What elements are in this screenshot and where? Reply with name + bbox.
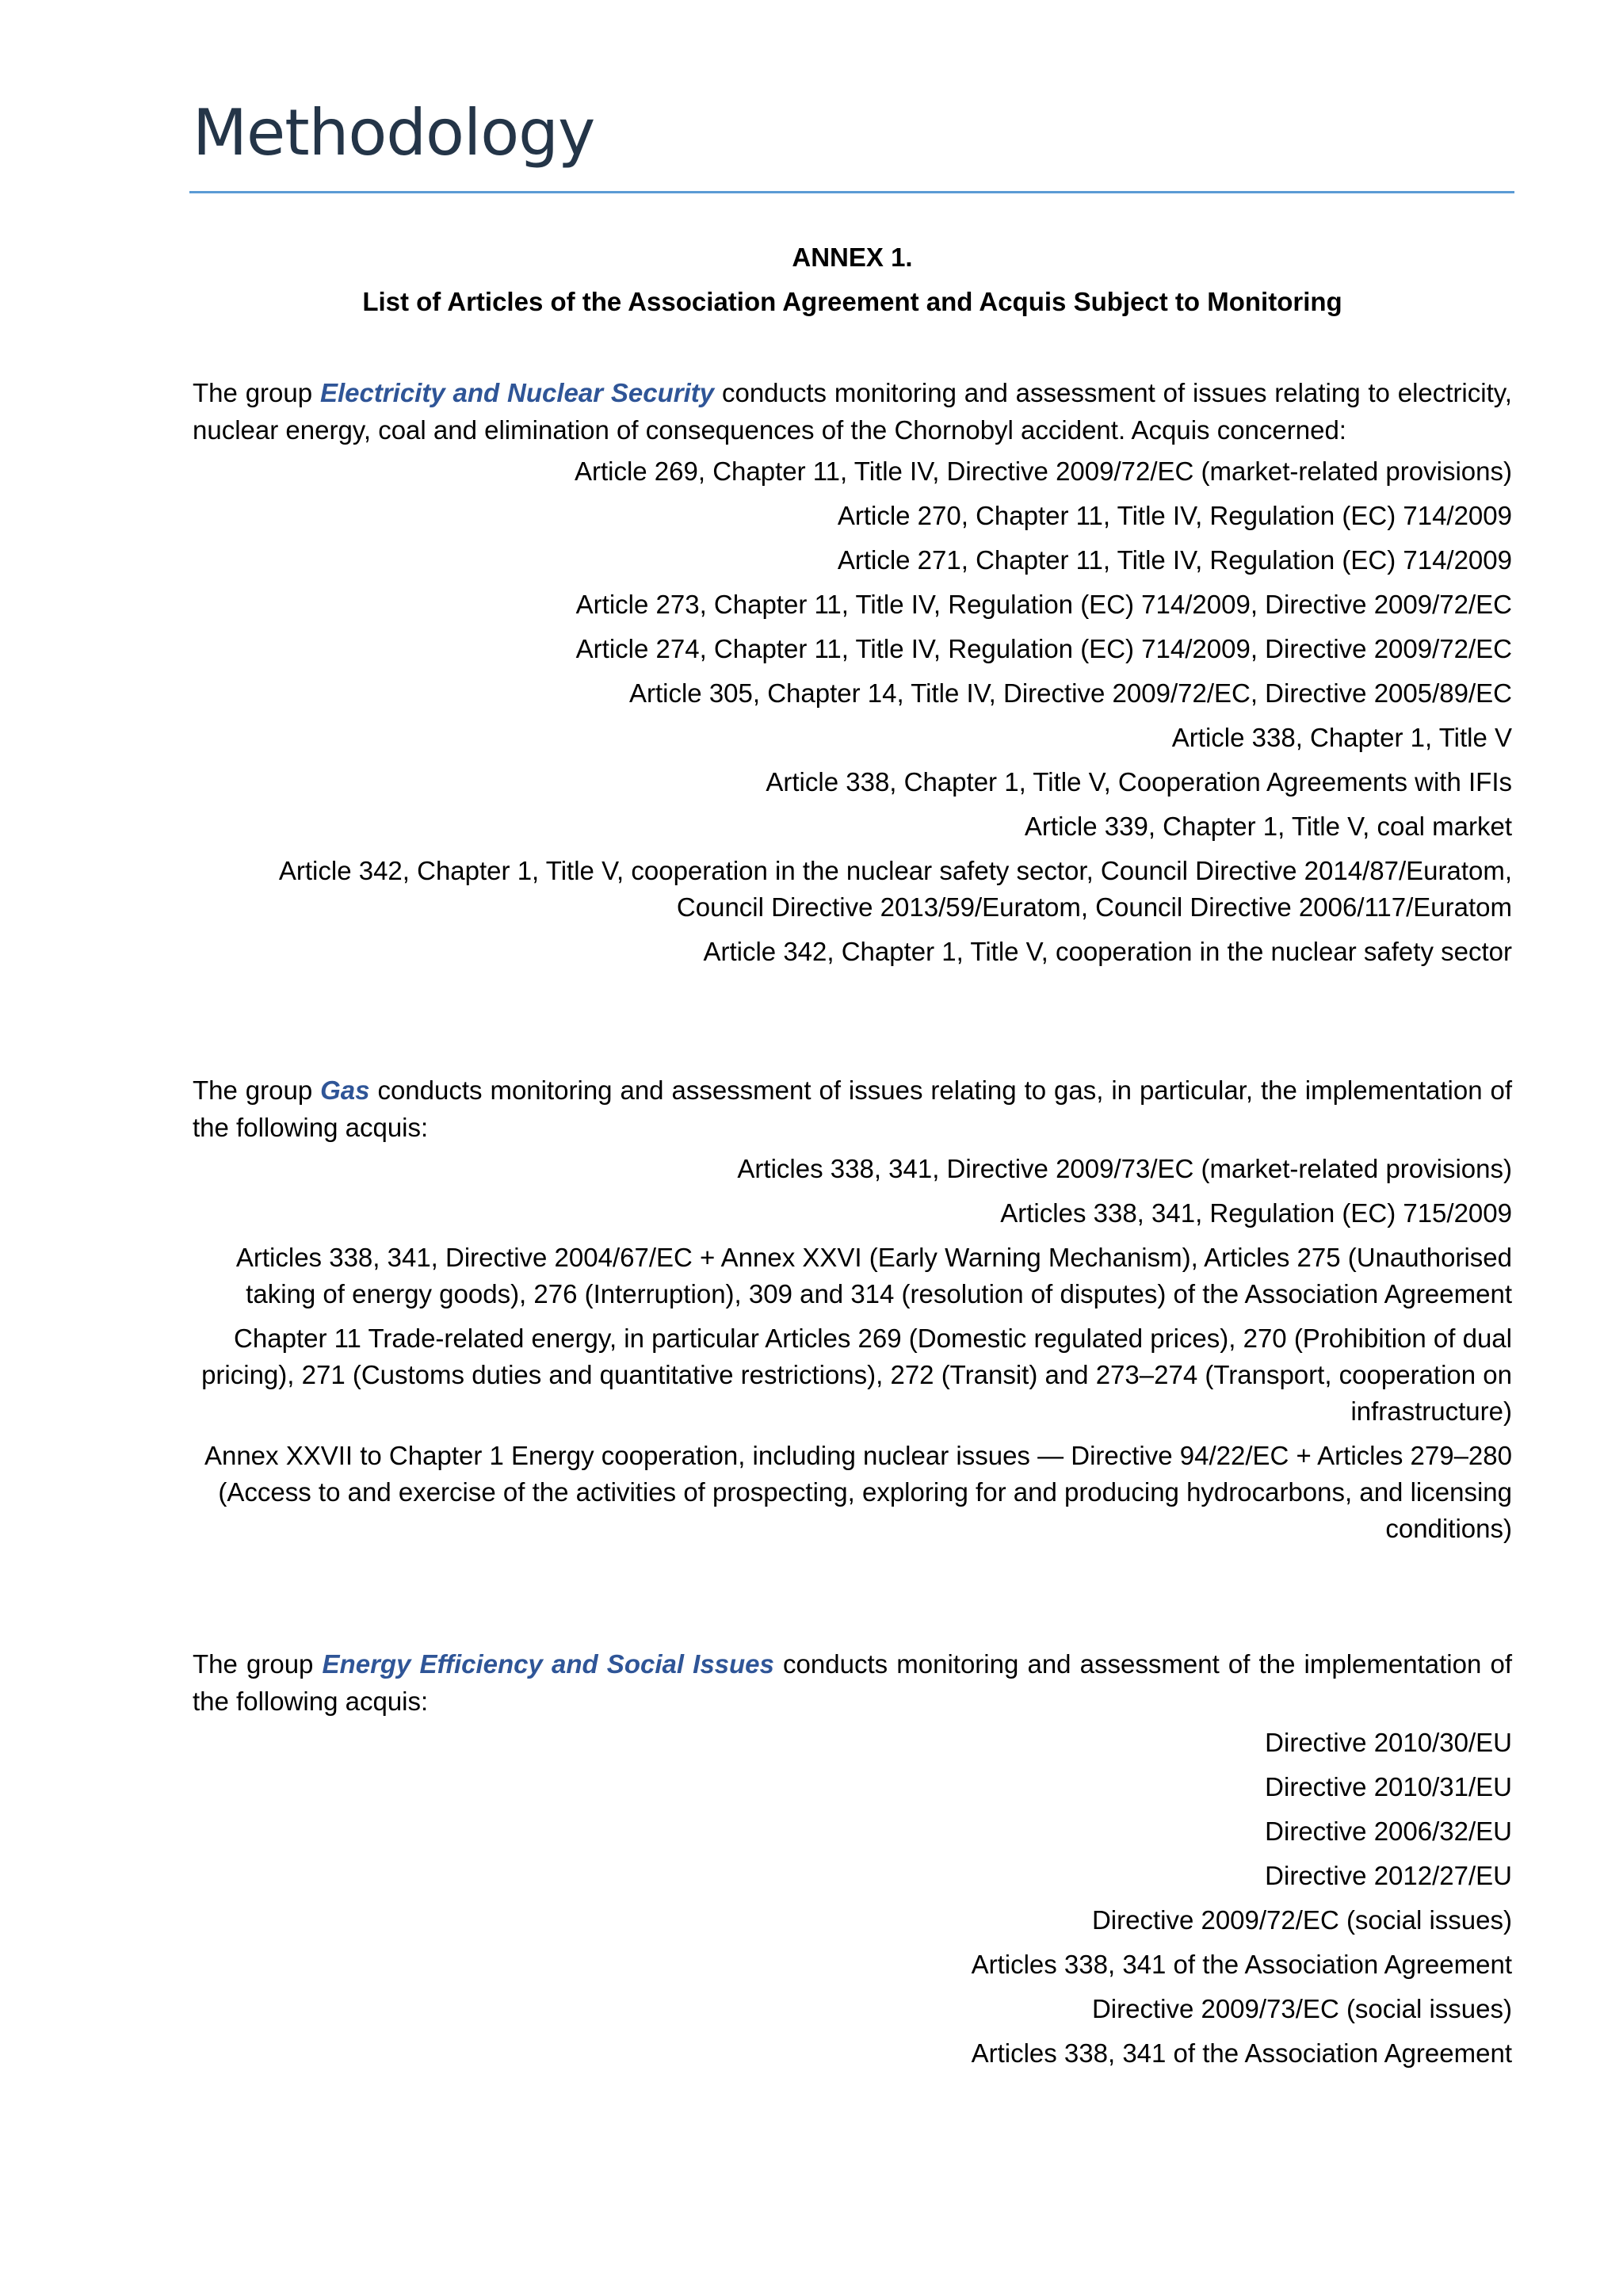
page-title: Methodology xyxy=(193,96,595,170)
list-item: Article 305, Chapter 14, Title IV, Directive 2009/72/EC, Directive 2005/89/EC xyxy=(628,678,1512,708)
section-intro xyxy=(193,374,1512,449)
list-item: Article 270, Chapter 11, Title IV, Regulation (EC) 714/2009 xyxy=(837,501,1512,530)
section-intro xyxy=(193,1072,1512,1146)
section-gas xyxy=(193,1072,1512,1555)
annex-title: List of Articles of the Association Agreement and Acquis Subject to Monitoring xyxy=(362,287,1342,316)
list-item: Article 339, Chapter 1, Title V, coal market xyxy=(1024,812,1512,841)
list-item: Directive 2009/72/EC (social issues) xyxy=(1091,1905,1512,1935)
list-item: Articles 338, 341, Regulation (EC) 715/2009 xyxy=(1000,1198,1512,1228)
intro-lead: The group xyxy=(193,1075,321,1105)
title-divider xyxy=(189,191,1514,193)
section-intro xyxy=(193,1645,1512,1720)
group-name: Energy Efficiency and Social Issues xyxy=(322,1649,774,1679)
section-electricity-nuclear xyxy=(193,374,1512,978)
list-item: Article 338, Chapter 1, Title V, Cooperation Agreements with IFIs xyxy=(766,767,1512,797)
list-item: Articles 338, 341, Directive 2004/67/EC + Annex XXVI (Early Warning Mechanism), Articles 275 (Unauthorised taking of energy goods), 276 (Interruption), 309 and 314 (resolution of disputes) of the Association Agreement xyxy=(235,1243,1512,1308)
intro-lead: The group xyxy=(193,378,320,407)
list-item: Article 269, Chapter 11, Title IV, Directive 2009/72/EC (market-related provisions) xyxy=(574,457,1512,486)
list-item: Article 274, Chapter 11, Title IV, Regulation (EC) 714/2009, Directive 2009/72/EC xyxy=(575,634,1512,663)
list-item: Article 342, Chapter 1, Title V, cooperation in the nuclear safety sector xyxy=(703,937,1512,966)
list-item: Article 271, Chapter 11, Title IV, Regulation (EC) 714/2009 xyxy=(837,545,1512,575)
list-item: Directive 2006/32/EU xyxy=(1265,1817,1512,1846)
list-item: Directive 2010/30/EU xyxy=(1265,1728,1512,1757)
list-item: Directive 2010/31/EU xyxy=(1265,1772,1512,1801)
intro-text: conducts monitoring and assessment of issues relating to gas, in particular, the implementation of the following acquis: xyxy=(193,1075,1512,1142)
annex-number: ANNEX 1. xyxy=(792,243,913,272)
list-item: Directive 2009/73/EC (social issues) xyxy=(1091,1994,1512,2023)
list-item: Article 342, Chapter 1, Title V, cooperation in the nuclear safety sector, Council Directive 2014/87/Euratom, Council Directive 2013/59/Euratom, Council Directive 2006/117/Euratom xyxy=(278,856,1512,922)
intro-text: conducts monitoring and assessment of the implementation of the following acquis: xyxy=(193,1649,1512,1716)
list-item: Articles 338, 341, Directive 2009/73/EC (market-related provisions) xyxy=(737,1154,1512,1183)
list-item: Article 273, Chapter 11, Title IV, Regulation (EC) 714/2009, Directive 2009/72/EC xyxy=(575,590,1512,619)
list-item: Chapter 11 Trade-related energy, in particular Articles 269 (Domestic regulated prices), 270 (Prohibition of dual pricing), 271 (Customs duties and quantitative restrictions), 272 (Transit) and 273–274 (Transport, cooperation on infrastructure) xyxy=(201,1324,1512,1426)
acquis-list xyxy=(193,1151,1512,1547)
list-item: Articles 338, 341 of the Association Agreement xyxy=(971,2038,1512,2068)
intro-lead: The group xyxy=(193,1649,323,1679)
list-item: Annex XXVII to Chapter 1 Energy cooperation, including nuclear issues — Directive 94/22/EC + Articles 279–280 (Access to and exercise of the activities of prospecting, exploring for and producing hydrocarbons, and licensing conditions) xyxy=(204,1441,1512,1543)
acquis-list xyxy=(193,1725,1512,2072)
list-item: Articles 338, 341 of the Association Agreement xyxy=(971,1950,1512,1979)
list-item: Directive 2012/27/EU xyxy=(1265,1861,1512,1890)
list-item: Article 338, Chapter 1, Title V xyxy=(1171,723,1512,752)
group-name: Electricity and Nuclear Security xyxy=(319,378,715,407)
group-name: Gas xyxy=(320,1075,370,1105)
intro-text: conducts monitoring and assessment of issues relating to electricity, nuclear energy, coal and elimination of consequences of the Chornobyl accident. Acquis concerned: xyxy=(193,378,1512,445)
section-energy-efficiency xyxy=(193,1645,1512,2080)
acquis-list xyxy=(193,453,1512,970)
